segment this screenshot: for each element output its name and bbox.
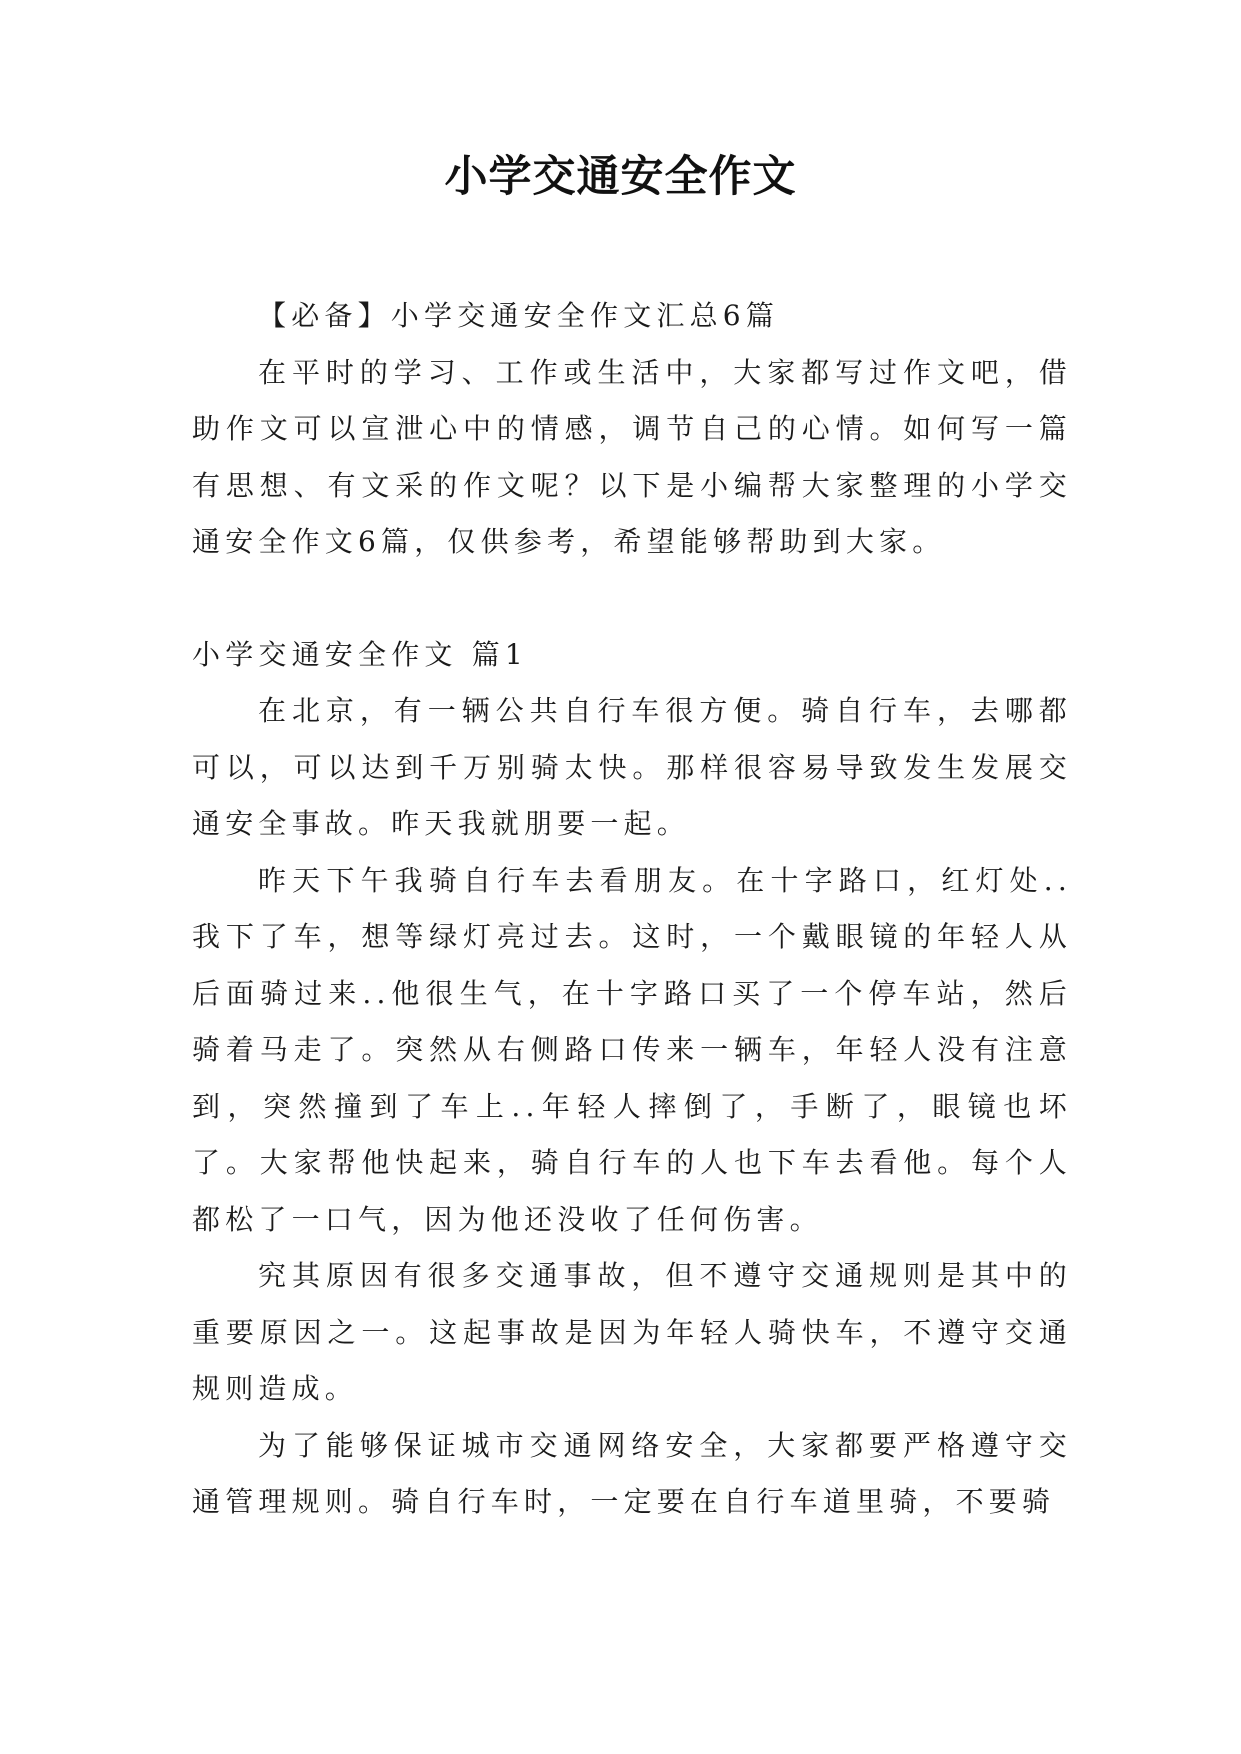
- page-title: 小学交通安全作文: [444, 152, 797, 202]
- paragraph: 昨天下午我骑自行车去看朋友。在十字路口，红灯处..我下了车，想等绿灯亮过去。这时，一个戴眼镜的年轻人从后面骑过来..他很生气，在十字路口买了一个停车站，然后骑着马走了。突然从右侧路口传来一辆车，年轻人没有注意到，突然撞到了车上..年轻人摔倒了，手断了，眼镜也坏了。大家帮他快起来，骑自行车的人也下车去看他。每个人都松了一口气，因为他还没收了任何伤害。: [192, 863, 1072, 1236]
- document-body: [192, 288, 1072, 1531]
- paragraph: 究其原因有很多交通事故，但不遵守交通规则是其中的重要原因之一。这起事故是因为年轻人骑快车，不遵守交通规则造成。: [192, 1259, 1072, 1405]
- section-heading: 小学交通安全作文 篇1: [192, 637, 528, 671]
- summary-line: 【必备】小学交通安全作文汇总6篇: [258, 299, 780, 332]
- paragraph: 为了能够保证城市交通网络安全，大家都要严格遵守交通管理规则。骑自行车时，一定要在自行车道里骑，不要骑: [192, 1428, 1072, 1518]
- intro-paragraph: 在平时的学习、工作或生活中，大家都写过作文吧，借助作文可以宣泄心中的情感，调节自己的心情。如何写一篇有思想、有文采的作文呢？以下是小编帮大家整理的小学交通安全作文6篇，仅供参考，希望能够帮助到大家。: [192, 355, 1072, 558]
- paragraph: 在北京，有一辆公共自行车很方便。骑自行车，去哪都可以，可以达到千万别骑太快。那样很容易导致发生发展交通安全事故。昨天我就朋要一起。: [192, 694, 1072, 840]
